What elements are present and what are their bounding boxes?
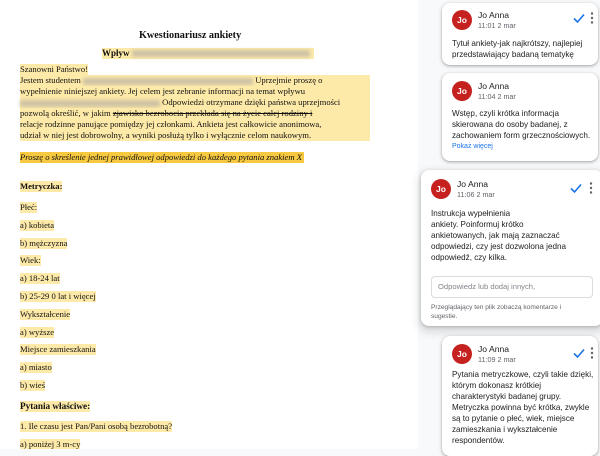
more-options-icon[interactable] [590, 346, 594, 360]
show-more-link[interactable]: Pokaż więcej [452, 143, 493, 150]
intro-line-3: Odpowiedzi otrzymane dzięki państwa uprzejmości [20, 97, 370, 108]
comment-author: Jo Anna [478, 344, 510, 354]
comment-text: Instrukcja wypełnienia ankiety. Poinformuj krótko ankietowanych, jak mają zaznaczać odpowiedzi, czy jest dozwolona jedna odpowiedź, czy kilka. [431, 209, 566, 262]
resolve-check-icon[interactable] [572, 346, 586, 360]
avatar: Jo [431, 179, 451, 199]
avatar: Jo [452, 81, 472, 101]
metryczka-item: a) miasto [20, 362, 52, 373]
comment-card[interactable] [442, 73, 598, 161]
intro-line-4: pozwolą określić, w jakim zjawisko bezrobocia przekłada się na życie całej rodziny i [20, 108, 370, 119]
comment-card[interactable] [442, 3, 598, 65]
comment-time: 11:04 2 mar [478, 92, 516, 101]
comments-rail [418, 0, 600, 449]
metryczka-item: Wiek: [20, 255, 41, 266]
comment-time: 11:01 2 mar [478, 21, 516, 30]
answer-1a: a) poniżej 3 m-cy [20, 439, 81, 449]
comment-time: 11:09 2 mar [478, 355, 516, 364]
question-1: 1. Ile czasu jest Pan/Pani osobą bezrobotną? [20, 421, 173, 431]
metryczka-heading: Metryczka: [20, 181, 63, 191]
comment-card[interactable] [442, 336, 598, 456]
comment-author: Jo Anna [478, 81, 510, 91]
avatar: Jo [452, 344, 472, 364]
intro-line-6: udział w niej jest dobrowolny, a wyniki posłużą tylko i wyłącznie celom naukowym. [20, 130, 370, 141]
intro-line-1: Jestem studentem Uprzejmie proszę o [20, 75, 370, 86]
metryczka-item: a) kobieta [20, 219, 55, 230]
metryczka-item: a) 18-24 lat [20, 273, 60, 284]
instruction-text: Proszę o skreślenie jednej prawidłowej odpowiedzi do każdego pytania znakiem X [20, 152, 302, 162]
intro-line-5: relacje rodzinne panujące pomiędzy jej członkami. Ankieta jest całkowicie anonimowa, [20, 119, 370, 130]
metryczka-item: Miejsce zamieszkania [20, 344, 96, 355]
resolve-check-icon[interactable] [572, 11, 586, 25]
intro-line-2: wypełnienie niniejszej ankiety. Jej celem jest zebranie informacji na temat wpływu [20, 86, 370, 97]
document-title: Kwestionariusz ankiety [139, 30, 242, 41]
comment-text: Pytania metryczkowe, czyli takie dzięki, którym dokonasz krótkiej charakterystyki badanej grupy. Metryczka powinna być krótka, zwykle są to pytanie o płeć, wiek, miejsce zamieszkania i wykształcenie respondentów. [452, 370, 594, 445]
metryczka-item: b) wieś [20, 380, 46, 390]
metryczka-item: a) wyższe [20, 326, 55, 337]
comment-card-active[interactable] [421, 170, 600, 326]
comment-text: Wstęp, czyli krótka informacja skierowana do osoby badanej, z zachowaniem form grzecznościowych. [452, 109, 591, 140]
comment-author: Jo Anna [478, 10, 510, 20]
reply-input[interactable]: Odpowiedz lub dodaj innych, [431, 276, 593, 298]
more-options-icon[interactable] [590, 11, 594, 25]
comment-author: Jo Anna [457, 179, 489, 189]
metryczka-item: Płeć: [20, 202, 38, 212]
metryczka-item: b) mężczyzna [20, 237, 68, 248]
sharing-note: Przeglądający ten plik zobaczą komentarze i sugestie. [431, 304, 562, 320]
subtitle-prefix: Wpływ [102, 48, 130, 58]
redacted-text [20, 100, 160, 107]
more-options-icon[interactable] [589, 181, 593, 195]
greeting: Szanowni Państwo! [20, 64, 89, 74]
comment-time: 11:06 2 mar [457, 190, 495, 199]
avatar: Jo [452, 10, 472, 30]
questions-heading: Pytania właściwe: [20, 401, 91, 411]
document-subtitle [102, 48, 314, 59]
comment-text: Tytuł ankiety-jak najkrótszy, najlepiej przedstawiający badaną tematykę [452, 39, 583, 59]
redacted-text [132, 50, 310, 57]
redacted-text [83, 78, 253, 85]
metryczka-item: Wykształcenie [20, 308, 71, 319]
metryczka-item: b) 25-29 0 lat i więcej [20, 291, 96, 301]
resolve-check-icon[interactable] [569, 181, 583, 195]
